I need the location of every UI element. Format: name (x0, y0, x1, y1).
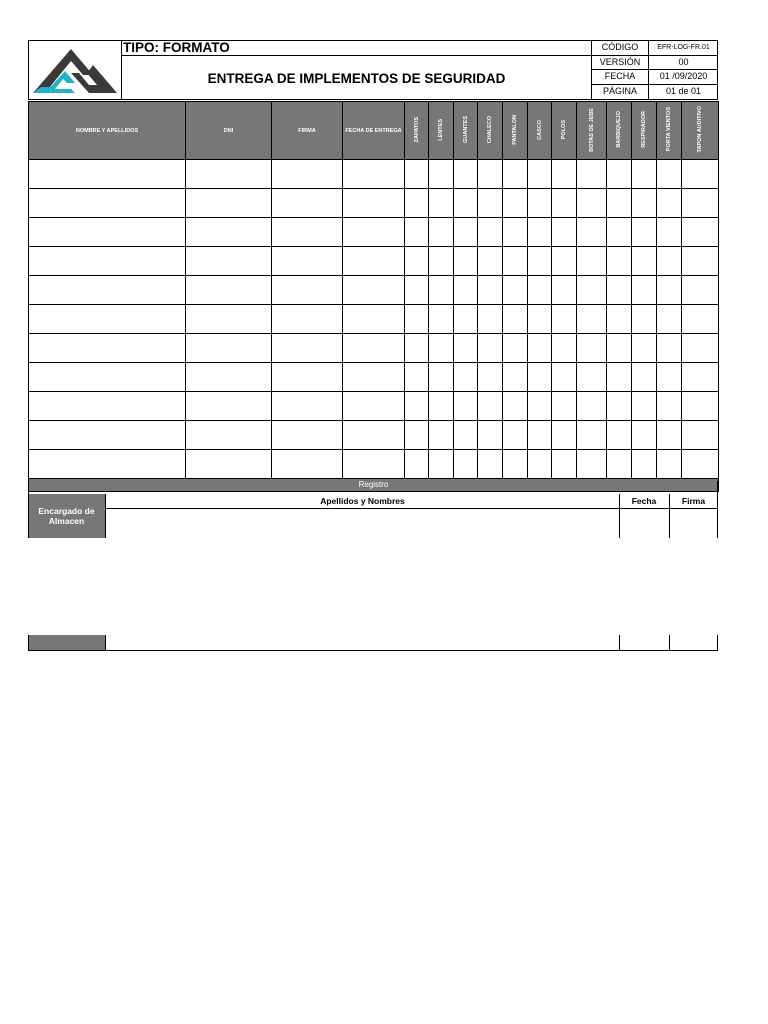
table-cell[interactable] (657, 450, 682, 479)
table-cell[interactable] (272, 247, 343, 276)
table-cell[interactable] (405, 334, 429, 363)
table-cell[interactable] (429, 276, 454, 305)
table-cell[interactable] (503, 305, 528, 334)
company-logo (29, 41, 122, 99)
table-cell[interactable] (29, 421, 186, 450)
table-cell[interactable] (657, 421, 682, 450)
column-header-label: ZAPATOS (413, 116, 420, 143)
table-cell[interactable] (429, 218, 454, 247)
table-cell[interactable] (632, 450, 657, 479)
table-cell[interactable] (607, 421, 632, 450)
column-header (405, 102, 429, 160)
table-cell[interactable] (577, 189, 607, 218)
table-cell[interactable] (657, 392, 682, 421)
table-cell[interactable] (503, 189, 528, 218)
column-header-label: PANTALON (512, 114, 518, 145)
table-cell[interactable] (454, 305, 478, 334)
table-cell[interactable] (577, 276, 607, 305)
table-cell[interactable] (577, 421, 607, 450)
table-cell[interactable] (343, 247, 405, 276)
table-row (29, 305, 719, 334)
table-cell[interactable] (454, 247, 478, 276)
registro-col-firma: Firma (681, 496, 706, 506)
border-line (28, 650, 718, 651)
table-cell[interactable] (632, 218, 657, 247)
table-cell[interactable] (186, 421, 272, 450)
table-cell[interactable] (272, 421, 343, 450)
meta-key: VERSIÓN (592, 56, 649, 70)
column-header: NOMBRE Y APELLIDOS (29, 102, 186, 160)
column-header (577, 102, 607, 160)
table-cell[interactable] (343, 450, 405, 479)
column-header (657, 102, 682, 160)
table-cell[interactable] (657, 363, 682, 392)
table-cell[interactable] (29, 334, 186, 363)
column-header-label: BARBIQUEJO (616, 111, 622, 148)
table-cell[interactable] (454, 334, 478, 363)
table-cell[interactable] (429, 334, 454, 363)
table-cell[interactable] (478, 305, 503, 334)
meta-row-fecha (592, 70, 718, 85)
table-cell[interactable] (577, 392, 607, 421)
table-cell[interactable] (503, 334, 528, 363)
table-cell[interactable] (577, 247, 607, 276)
column-header-label: CHALECO (487, 115, 493, 144)
table-cell[interactable] (186, 247, 272, 276)
table-cell[interactable] (607, 363, 632, 392)
table-cell[interactable] (503, 247, 528, 276)
table-cell[interactable] (682, 218, 719, 247)
column-header-label: PORTA VIENTOS (666, 107, 672, 152)
table-cell[interactable] (577, 334, 607, 363)
table-cell[interactable] (503, 392, 528, 421)
border-line (717, 635, 718, 650)
table-cell[interactable] (577, 160, 607, 189)
table-row (29, 218, 719, 247)
table-cell[interactable] (29, 247, 186, 276)
table-cell[interactable] (607, 218, 632, 247)
table-cell[interactable] (405, 363, 429, 392)
table-cell[interactable] (343, 305, 405, 334)
table-cell[interactable] (343, 276, 405, 305)
table-cell[interactable] (478, 160, 503, 189)
registro-title: Registro (29, 479, 719, 492)
delivery-table (28, 101, 719, 492)
table-cell[interactable] (552, 218, 577, 247)
table-cell[interactable] (429, 421, 454, 450)
table-cell[interactable] (528, 334, 552, 363)
column-header: FIRMA (272, 102, 343, 160)
table-cell[interactable] (29, 363, 186, 392)
table-cell[interactable] (528, 218, 552, 247)
table-row (29, 160, 719, 189)
border-line (105, 635, 106, 650)
column-header: FECHA DE ENTREGA (343, 102, 405, 160)
table-cell[interactable] (186, 276, 272, 305)
table-cell[interactable] (454, 160, 478, 189)
table-cell[interactable] (682, 363, 719, 392)
table-cell[interactable] (607, 334, 632, 363)
table-cell[interactable] (657, 189, 682, 218)
column-header (528, 102, 552, 160)
table-cell[interactable] (454, 363, 478, 392)
table-cell[interactable] (552, 276, 577, 305)
column-header-label: GUANTES (462, 116, 469, 143)
table-cell[interactable] (632, 421, 657, 450)
table-cell[interactable] (29, 450, 186, 479)
table-cell[interactable] (657, 247, 682, 276)
table-cell[interactable] (186, 392, 272, 421)
table-cell[interactable] (405, 189, 429, 218)
table-cell[interactable] (272, 334, 343, 363)
table-cell[interactable] (429, 160, 454, 189)
column-header (632, 102, 657, 160)
registro-row (29, 479, 719, 492)
column-header (478, 102, 503, 160)
table-cell[interactable] (528, 276, 552, 305)
table-cell[interactable] (607, 160, 632, 189)
table-row (29, 421, 719, 450)
table-cell[interactable] (552, 247, 577, 276)
table-cell[interactable] (577, 305, 607, 334)
table-cell[interactable] (29, 392, 186, 421)
table-cell[interactable] (528, 450, 552, 479)
table-cell[interactable] (478, 392, 503, 421)
table-cell[interactable] (528, 189, 552, 218)
table-cell[interactable] (272, 160, 343, 189)
column-header (682, 102, 719, 160)
table-cell[interactable] (682, 160, 719, 189)
table-cell[interactable] (632, 392, 657, 421)
meta-key: CÓDIGO (592, 41, 649, 55)
table-cell[interactable] (272, 392, 343, 421)
border-line (669, 494, 670, 538)
table-cell[interactable] (503, 218, 528, 247)
table-cell[interactable] (503, 450, 528, 479)
meta-value: 01 /09/2020 (659, 71, 708, 81)
table-cell[interactable] (528, 363, 552, 392)
table-cell[interactable] (272, 218, 343, 247)
table-row (29, 276, 719, 305)
table-cell[interactable] (552, 392, 577, 421)
table-cell[interactable] (657, 276, 682, 305)
table-cell[interactable] (577, 218, 607, 247)
table-cell[interactable] (657, 160, 682, 189)
table-cell[interactable] (186, 305, 272, 334)
table-cell[interactable] (429, 189, 454, 218)
table-cell[interactable] (405, 276, 429, 305)
table-cell[interactable] (632, 276, 657, 305)
table-cell[interactable] (429, 363, 454, 392)
table-cell[interactable] (405, 305, 429, 334)
meta-row-version (592, 56, 718, 71)
table-cell[interactable] (503, 160, 528, 189)
table-cell[interactable] (682, 305, 719, 334)
meta-key: PÁGINA (592, 85, 649, 100)
table-cell[interactable] (186, 189, 272, 218)
meta-value: 01 de 01 (665, 85, 702, 96)
column-header (503, 102, 528, 160)
column-header-label: TAPON AUDITIVO (697, 106, 703, 153)
table-cell[interactable] (528, 160, 552, 189)
meta-value: EFR-LOG-FR.01 (657, 44, 710, 51)
table-cell[interactable] (478, 276, 503, 305)
table-cell[interactable] (405, 392, 429, 421)
meta-row-codigo (592, 41, 718, 56)
table-row (29, 450, 719, 479)
table-cell[interactable] (632, 160, 657, 189)
table-cell[interactable] (429, 305, 454, 334)
table-cell[interactable] (632, 363, 657, 392)
table-cell[interactable] (454, 276, 478, 305)
table-cell[interactable] (186, 160, 272, 189)
table-cell[interactable] (478, 421, 503, 450)
table-cell[interactable] (405, 160, 429, 189)
table-cell[interactable] (577, 450, 607, 479)
table-cell[interactable] (607, 276, 632, 305)
column-header-label: BOTAS DE JEBE (588, 107, 595, 152)
table-row (29, 247, 719, 276)
table-cell[interactable] (429, 247, 454, 276)
table-cell[interactable] (503, 276, 528, 305)
table-cell[interactable] (632, 334, 657, 363)
border-line (619, 635, 620, 650)
encargado-label: Encargado de Almacen (28, 494, 105, 538)
column-header-label: LENTES (438, 118, 444, 141)
table-cell[interactable] (29, 305, 186, 334)
table-cell[interactable] (632, 247, 657, 276)
table-cell[interactable] (454, 421, 478, 450)
table-cell[interactable] (343, 392, 405, 421)
table-cell[interactable] (607, 392, 632, 421)
table-cell[interactable] (607, 247, 632, 276)
table-cell[interactable] (454, 392, 478, 421)
column-header (429, 102, 454, 160)
table-cell[interactable] (503, 421, 528, 450)
table-cell[interactable] (29, 160, 186, 189)
table-cell[interactable] (552, 189, 577, 218)
document-header (28, 40, 718, 100)
border-line (105, 494, 106, 538)
table-cell[interactable] (343, 189, 405, 218)
table-cell[interactable] (272, 189, 343, 218)
table-cell[interactable] (405, 421, 429, 450)
table-cell[interactable] (343, 160, 405, 189)
table-cell[interactable] (552, 160, 577, 189)
column-header-label: CASCO (536, 119, 543, 140)
table-cell[interactable] (632, 189, 657, 218)
table-cell[interactable] (528, 392, 552, 421)
format-type: TIPO: FORMATO (122, 41, 591, 56)
table-cell[interactable] (478, 189, 503, 218)
document-meta (591, 41, 718, 99)
table-header-row (29, 102, 719, 160)
table-cell[interactable] (186, 450, 272, 479)
table-cell[interactable] (478, 450, 503, 479)
registro-col-name: Apellidos y Nombres (320, 496, 405, 506)
table-cell[interactable] (343, 363, 405, 392)
table-cell[interactable] (682, 421, 719, 450)
table-cell[interactable] (429, 392, 454, 421)
registro-col-fecha: Fecha (631, 496, 657, 506)
meta-value: 00 (678, 56, 689, 67)
table-row (29, 392, 719, 421)
table-cell[interactable] (682, 276, 719, 305)
table-cell[interactable] (454, 450, 478, 479)
table-cell[interactable] (29, 218, 186, 247)
border-line (28, 635, 29, 650)
table-cell[interactable] (478, 218, 503, 247)
border-line (619, 494, 620, 538)
table-cell[interactable] (528, 305, 552, 334)
table-cell[interactable] (682, 450, 719, 479)
table-cell[interactable] (682, 247, 719, 276)
table-cell[interactable] (607, 450, 632, 479)
table-cell[interactable] (552, 334, 577, 363)
border-line (669, 635, 670, 650)
border-line (717, 481, 718, 538)
encargado-bottom-cell (28, 635, 105, 650)
table-cell[interactable] (682, 189, 719, 218)
table-cell[interactable] (657, 334, 682, 363)
column-header (454, 102, 478, 160)
column-header-label: POLOS (561, 119, 567, 140)
table-cell[interactable] (528, 421, 552, 450)
table-cell[interactable] (272, 363, 343, 392)
table-cell[interactable] (577, 363, 607, 392)
table-cell[interactable] (682, 334, 719, 363)
table-cell[interactable] (503, 363, 528, 392)
table-cell[interactable] (343, 421, 405, 450)
table-cell[interactable] (478, 334, 503, 363)
table-cell[interactable] (552, 450, 577, 479)
table-cell[interactable] (657, 218, 682, 247)
table-cell[interactable] (454, 218, 478, 247)
table-cell[interactable] (478, 363, 503, 392)
column-header (552, 102, 577, 160)
table-row (29, 363, 719, 392)
meta-key: FECHA (592, 70, 649, 84)
table-cell[interactable] (186, 363, 272, 392)
table-cell[interactable] (478, 247, 503, 276)
document-title: ENTREGA DE IMPLEMENTOS DE SEGURIDAD (207, 70, 506, 86)
column-header-label: RESPIRADOR (641, 111, 647, 148)
table-cell[interactable] (272, 450, 343, 479)
table-cell[interactable] (454, 189, 478, 218)
table-cell[interactable] (528, 247, 552, 276)
table-cell[interactable] (343, 218, 405, 247)
column-header (607, 102, 632, 160)
table-cell[interactable] (272, 276, 343, 305)
table-cell[interactable] (552, 421, 577, 450)
registro-header (28, 494, 718, 509)
table-cell[interactable] (405, 450, 429, 479)
table-cell[interactable] (186, 218, 272, 247)
table-cell[interactable] (552, 305, 577, 334)
table-cell[interactable] (405, 218, 429, 247)
border-line (28, 481, 29, 538)
table-cell[interactable] (632, 305, 657, 334)
table-cell[interactable] (682, 392, 719, 421)
table-row (29, 189, 719, 218)
table-cell[interactable] (429, 450, 454, 479)
meta-row-pagina (592, 85, 718, 100)
table-cell[interactable] (657, 305, 682, 334)
table-cell[interactable] (272, 305, 343, 334)
table-cell[interactable] (186, 334, 272, 363)
table-row (29, 334, 719, 363)
table-cell[interactable] (29, 189, 186, 218)
table-cell[interactable] (607, 305, 632, 334)
table-cell[interactable] (343, 334, 405, 363)
table-cell[interactable] (552, 363, 577, 392)
table-cell[interactable] (29, 276, 186, 305)
table-cell[interactable] (405, 247, 429, 276)
column-header: DNI (186, 102, 272, 160)
table-cell[interactable] (607, 189, 632, 218)
